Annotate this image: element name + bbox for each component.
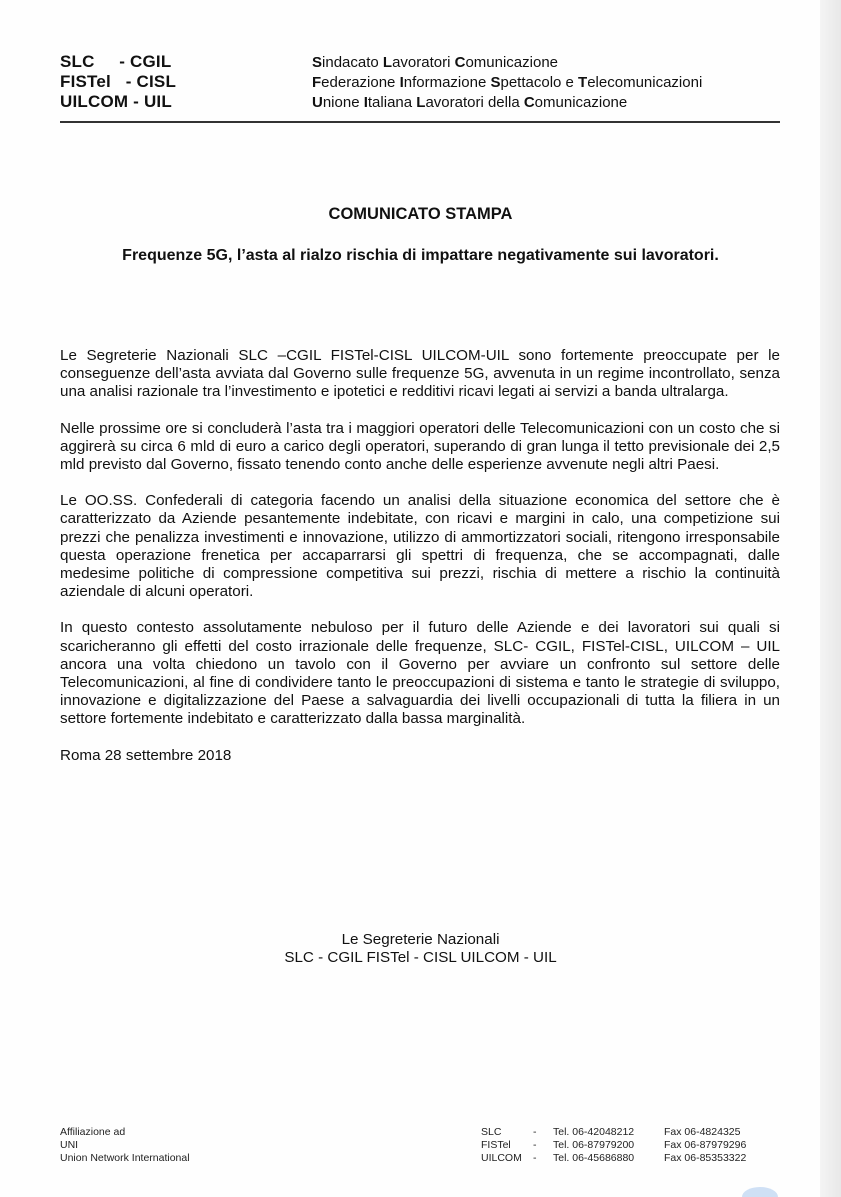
name-fragment: taliana: [367, 93, 417, 111]
letterhead: [60, 52, 780, 112]
document-body: [60, 347, 780, 765]
initial-letter: S: [490, 73, 501, 91]
letterhead-row: [60, 72, 780, 92]
initial-letter: L: [416, 93, 426, 111]
contact-tel: Tel. 06-45686880: [553, 1152, 635, 1164]
body-paragraph: Le Segreterie Nazionali SLC –CGIL FISTel-CISL UILCOM-UIL sono fortemente preoccupate per le conseguenze dell’asta avviata dal Governo sulle frequenze 5G, avvenuta in un regime incontrollato, senza una analisi razionale tra l’investimento e ipotetici e redditivi ricavi legati ai servizi a banda ultralarga.: [60, 347, 780, 401]
contact-tel: Tel. 06-87979200: [553, 1139, 635, 1151]
place-date: Roma 28 settembre 2018: [60, 746, 232, 764]
letterhead-org: FISTel - CISL: [60, 72, 177, 91]
name-fragment: omunicazione: [465, 53, 559, 71]
contact-tel: Tel. 06-42048212: [553, 1126, 635, 1138]
body-paragraph: Le OO.SS. Confederali di categoria facendo un analisi della situazione economica del settore che è caratterizzato da Aziende pesantemente indebitate, con ricavi e margini in calo, una competizione sui prezzi che penalizza investimenti e innovazione, utilizzo di ammortizzatori sociali, ritengono irresponsabile questa operazione frenetica per accaparrarsi gli spettri di frequenza, che se accompagnati, dalle medesime politiche di compressione competitiva sui prezzi, rischia di mettere a rischio la continuità aziendale di alcuni operatori.: [60, 492, 780, 601]
contact-org: UILCOM: [481, 1152, 522, 1164]
initial-letter: C: [523, 93, 535, 111]
name-fragment: elecomunicazioni: [587, 73, 703, 91]
document-title: COMUNICATO STAMPA: [328, 205, 513, 223]
name-fragment: avoratori della: [425, 93, 524, 111]
contact-dash: -: [533, 1139, 537, 1151]
footer-affiliation-line: Affiliazione ad: [60, 1126, 126, 1138]
footer-affiliation-line: Union Network International: [60, 1152, 190, 1164]
name-fragment: nione: [322, 93, 364, 111]
contact-row: [481, 1152, 746, 1165]
letterhead-org-name: [312, 54, 558, 71]
contact-fax: Fax 06-87979296: [664, 1139, 747, 1151]
name-fragment: omunicazione: [534, 93, 628, 111]
name-fragment: nformazione: [403, 73, 491, 91]
contact-dash: -: [533, 1152, 537, 1164]
contact-org: SLC: [481, 1126, 502, 1138]
name-fragment: avoratori: [392, 53, 455, 71]
header-divider: [60, 121, 780, 123]
letterhead-row: [60, 92, 780, 112]
initial-letter: S: [312, 53, 323, 71]
footer-affiliation-line: UNI: [60, 1139, 79, 1151]
signature-line: Le Segreterie Nazionali: [341, 931, 500, 948]
contact-dash: -: [533, 1126, 537, 1138]
footer-contacts: [481, 1126, 746, 1165]
initial-letter: F: [312, 73, 322, 91]
name-fragment: ederazione: [321, 73, 400, 91]
letterhead-org: SLC - CGIL: [60, 52, 172, 71]
initial-letter: U: [312, 93, 323, 111]
initial-letter: I: [399, 73, 404, 91]
initial-letter: T: [578, 73, 588, 91]
initial-letter: L: [382, 53, 393, 71]
initial-letter: I: [363, 93, 368, 111]
body-paragraph: Nelle prossime ore si concluderà l’asta tra i maggiori operatori delle Telecomunicazioni con un costo che si aggirerà su circa 6 mld di euro a carico degli operatori, superando di gran lunga il tetto previsionale dei 2,5 mld previsto dal Governo, fissato tenendo conto anche delle esperienze avvenute negli altri Paesi.: [60, 419, 780, 474]
name-fragment: pettacolo e: [500, 73, 579, 91]
letterhead-row: [60, 52, 780, 72]
document-subtitle: Frequenze 5G, l’asta al rialzo rischia di impattare negativamente sui lavoratori.: [122, 247, 719, 264]
footer-affiliation: [60, 1126, 190, 1165]
contact-org: FISTel: [481, 1139, 511, 1151]
name-fragment: indacato: [322, 53, 383, 71]
contact-fax: Fax 06-85353322: [664, 1152, 747, 1164]
page-edge: [820, 0, 841, 1197]
contact-row: [481, 1139, 746, 1152]
signature-block: [0, 931, 841, 967]
contact-row: [481, 1126, 746, 1139]
letterhead-org-name: [312, 74, 702, 91]
letterhead-org-name: [312, 94, 627, 111]
letterhead-org: UILCOM - UIL: [60, 92, 172, 111]
contact-fax: Fax 06-4824325: [664, 1126, 741, 1138]
body-paragraph: In questo contesto assolutamente nebuloso per il futuro delle Aziende e dei lavoratori sui quali si scaricheranno gli effetti del costo irrazionale delle frequenze, SLC- CGIL, FISTel-CISL, UILCOM – UIL ancora una volta chiedono un tavolo con il Governo per avviare un confronto sul settore delle Telecomunicazioni, al fine di condividere tanto le preoccupazioni di sistema e tanto le strategie di sviluppo, innovazione e digitalizzazione del Paese a salvaguardia dei livelli occupazionali di tutta la filiera in un settore fortemente indebitato e caratterizzato dalla bassa marginalità.: [60, 619, 780, 728]
initial-letter: C: [454, 53, 466, 71]
signature-line: SLC - CGIL FISTel - CISL UILCOM - UIL: [284, 949, 557, 966]
